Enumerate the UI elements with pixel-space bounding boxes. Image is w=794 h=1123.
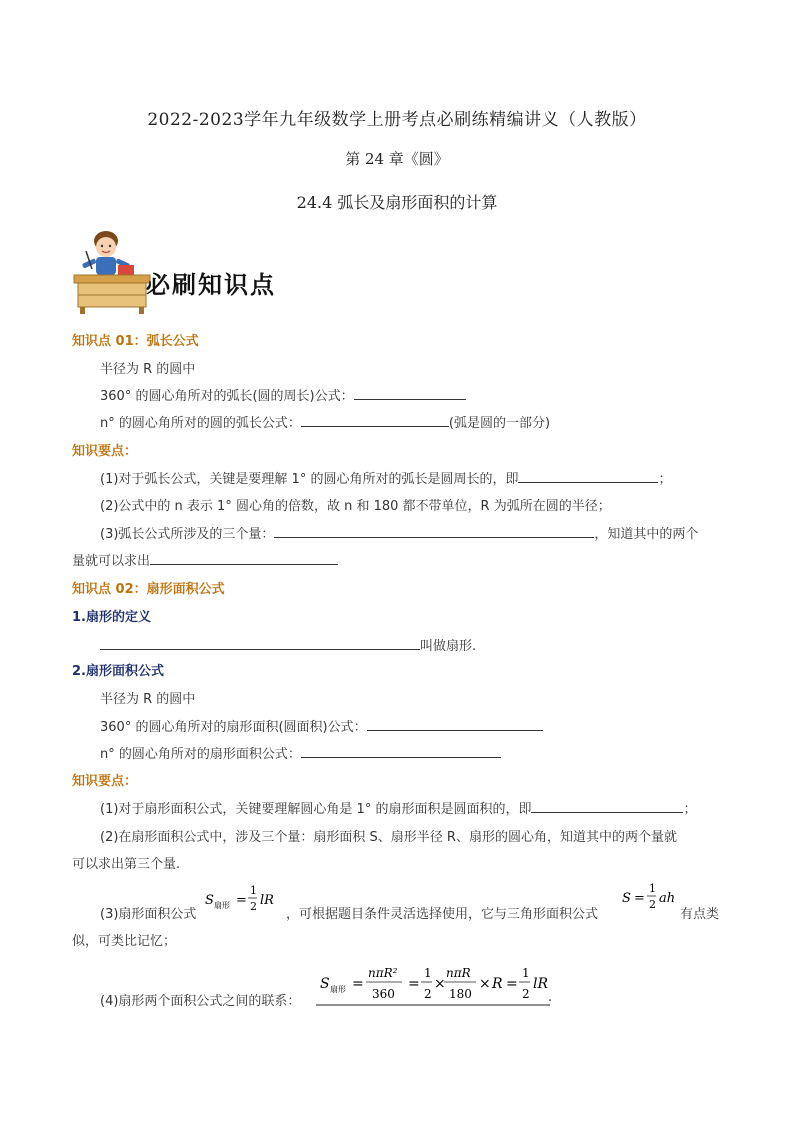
- banner-title: 必刷知识点: [146, 270, 276, 299]
- kp1-point3-line2: [72, 550, 338, 569]
- kp1-line1: 半径为 R 的圆中: [100, 362, 196, 377]
- kp1-point1: [100, 468, 671, 487]
- f2-S: S: [622, 891, 631, 906]
- kp1-point3-line2-text: 量就可以求出: [72, 554, 151, 569]
- f3-den2: 2: [424, 987, 432, 1001]
- kp1-line3-tail: (弧是圆的一部分): [448, 416, 551, 431]
- kp2-subheading-definition: 1.扇形的定义: [72, 610, 151, 625]
- f3-den4: 2: [522, 987, 530, 1001]
- chapter-title: 第 24 章《圆》: [345, 150, 449, 168]
- kp2-point2-line2: 可以求出第三个量.: [72, 857, 181, 872]
- kp2-line3-text: n° 的圆心角所对的扇形面积公式：: [100, 747, 301, 762]
- kp1-blank-third-quantity[interactable]: [150, 550, 338, 565]
- kp2-point3-pre: (3)扇形面积公式: [100, 907, 197, 922]
- kp2-definition: [100, 635, 476, 654]
- f1-num: 1: [250, 884, 257, 897]
- kp2-blank-circle-area[interactable]: [367, 716, 543, 731]
- kp2-line1: 半径为 R 的圆中: [100, 692, 196, 707]
- sector-area-relation-formula: [316, 962, 552, 1008]
- kp1-blank-point1[interactable]: [518, 468, 658, 483]
- kp2-blank-definition[interactable]: [100, 635, 420, 650]
- kp2-blank-sector-area[interactable]: [301, 743, 501, 758]
- kp1-point3: [100, 523, 698, 542]
- kp2-line3: [100, 743, 501, 762]
- document-title: 2022-2023学年九年级数学上册考点必刷练精编讲义（人教版）: [147, 110, 647, 130]
- kp2-point1: [100, 798, 696, 817]
- sector-area-formula-lr: [205, 880, 285, 920]
- kp2-point1-tail: ；: [683, 802, 697, 817]
- kp1-line3-text: n° 的圆心角所对的圆的弧长公式：: [100, 416, 301, 431]
- kp2-heading: 知识点 02：扇形面积公式: [72, 582, 225, 597]
- kp1-point1-text: (1)对于弧长公式，关键是要理解 1° 的圆心角所对的弧长是圆周长的，即: [100, 472, 519, 487]
- kp1-point3-tail: ，知道其中的两个: [594, 527, 699, 542]
- f3-num1: nπR²: [368, 966, 398, 980]
- triangle-area-formula: [622, 878, 682, 918]
- f3-R: R: [492, 976, 503, 992]
- f3-num3: nπR: [446, 966, 471, 980]
- kp2-line2-text: 360° 的圆心角所对的扇形面积(圆面积)公式：: [100, 720, 367, 735]
- kp2-point3-post: 有点类: [680, 907, 720, 922]
- f1-S: S: [205, 893, 214, 908]
- kp2-line2: [100, 716, 543, 735]
- f1-eq: =: [236, 893, 247, 908]
- f3-den1: 360: [372, 987, 395, 1001]
- kp1-heading: 知识点 01：弧长公式: [72, 334, 199, 349]
- kp1-point2: (2)公式中的 n 表示 1° 圆心角的倍数，故 n 和 180 都不带单位，R 为弧所在圆的半径；: [100, 499, 611, 514]
- kp1-points-heading: 知识要点：: [72, 444, 138, 459]
- f3-eq1: =: [352, 976, 364, 992]
- f3-eq3: =: [506, 976, 518, 992]
- kp1-point1-tail: ；: [658, 472, 672, 487]
- f2-eq: =: [634, 891, 645, 906]
- f1-lR: lR: [260, 893, 274, 908]
- kp2-blank-point1[interactable]: [531, 798, 683, 813]
- kp1-line2-text: 360° 的圆心角所对的弧长(圆的周长)公式：: [100, 389, 354, 404]
- kp2-point4-tail: .: [548, 990, 553, 1005]
- kp1-blank-arc-length[interactable]: [301, 412, 449, 427]
- kp2-point4-text: (4)扇形两个面积公式之间的联系：: [100, 994, 301, 1009]
- section-title: 24.4 弧长及扇形面积的计算: [296, 193, 498, 212]
- f1-den: 2: [250, 900, 257, 913]
- kp1-line2: [100, 385, 466, 404]
- f2-ah: ah: [659, 891, 676, 906]
- f3-sub: 扇形: [330, 985, 346, 994]
- f3-times2: ×: [479, 976, 491, 992]
- kp2-point3-mid: ，可根据题目条件灵活选择使用，它与三角形面积公式: [286, 907, 599, 922]
- kp2-points-heading: 知识要点：: [72, 774, 138, 789]
- f3-num4: 1: [522, 966, 530, 980]
- student-desk-illustration: [72, 225, 152, 315]
- kp2-point3-line2: 似，可类比记忆；: [72, 934, 177, 949]
- kp2-point2: (2)在扇形面积公式中，涉及三个量：扇形面积 S、扇形半径 R、扇形的圆心角，知道其中的两个量就: [100, 830, 677, 845]
- kp1-blank-three-quantities[interactable]: [274, 523, 594, 538]
- f3-eq2: =: [408, 976, 420, 992]
- kp1-point3-text: (3)弧长公式所涉及的三个量：: [100, 527, 275, 542]
- f3-times1: ×: [434, 976, 446, 992]
- f1-sub: 扇形: [214, 901, 230, 910]
- f3-den3: 180: [449, 987, 472, 1001]
- kp1-line3: [100, 412, 550, 431]
- f2-den: 2: [649, 898, 656, 911]
- f2-num: 1: [649, 882, 656, 895]
- kp1-blank-circumference[interactable]: [354, 385, 466, 400]
- kp2-subheading-formula: 2.扇形面积公式: [72, 664, 164, 679]
- kp2-definition-tail: 叫做扇形.: [420, 639, 477, 654]
- f3-num2: 1: [424, 966, 432, 980]
- f3-S: S: [320, 976, 330, 992]
- kp2-point1-text: (1)对于扇形面积公式，关键要理解圆心角是 1° 的扇形面积是圆面积的，即: [100, 802, 532, 817]
- f3-lR: lR: [533, 976, 549, 992]
